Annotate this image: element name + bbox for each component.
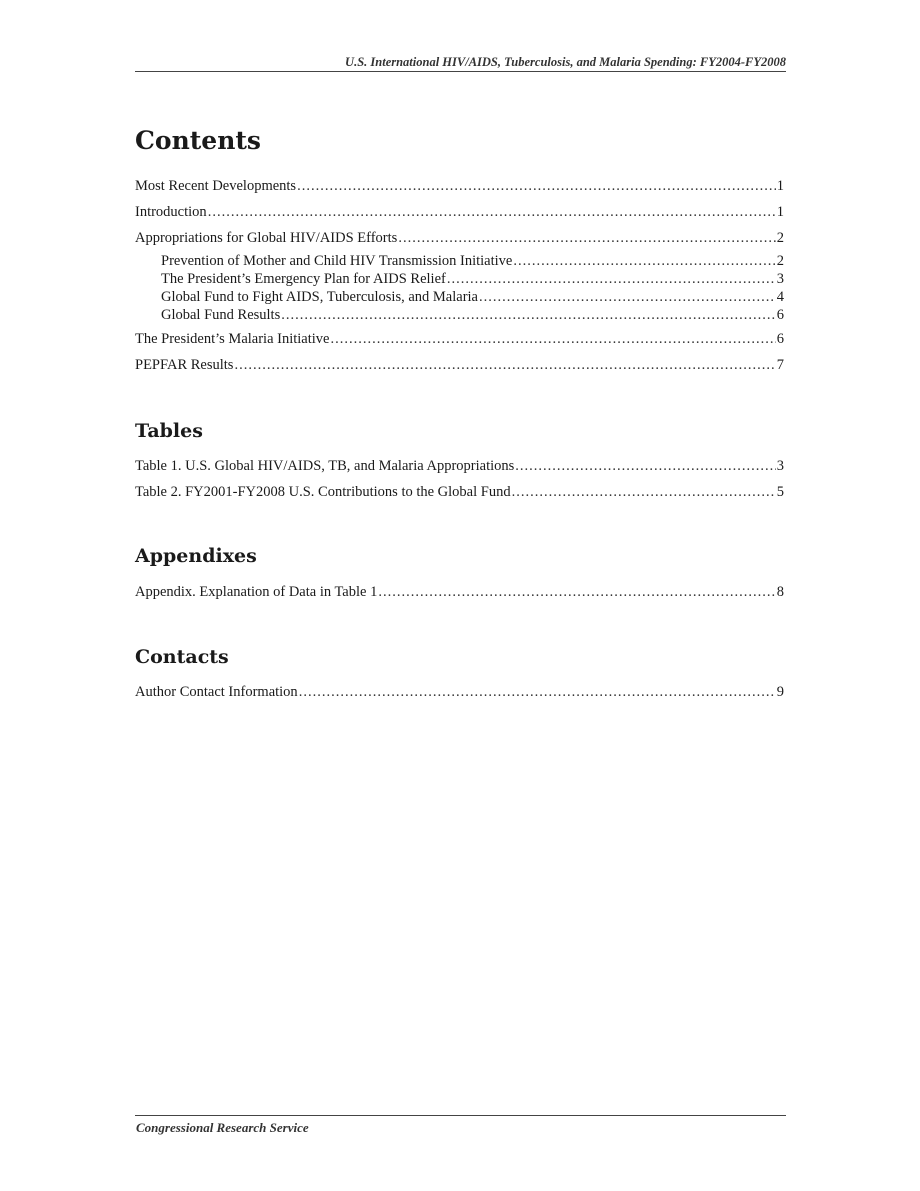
toc-entry-label: Prevention of Mother and Child HIV Transmission Initiative [161, 253, 513, 269]
toc-entry-global-fund-results[interactable] [161, 306, 784, 324]
dot-leader [234, 356, 775, 374]
running-header: U.S. International HIV/AIDS, Tuberculosis, and Malaria Spending: FY2004-FY2008 [345, 55, 786, 69]
dot-leader [297, 177, 776, 195]
toc-entry-label: The President’s Emergency Plan for AIDS Relief [161, 271, 446, 287]
toc-page-number: 8 [776, 584, 784, 600]
dot-leader [398, 229, 775, 247]
toc-entry-label: Table 1. U.S. Global HIV/AIDS, TB, and Malaria Appropriations [135, 458, 515, 474]
toc-entry-table-2[interactable] [135, 483, 784, 501]
header-divider [135, 71, 786, 72]
toc-entry-label: Author Contact Information [135, 684, 298, 700]
toc-entry-label: Appendix. Explanation of Data in Table 1 [135, 584, 378, 600]
toc-entry-malaria-initiative[interactable] [135, 330, 784, 348]
toc-page-number: 1 [776, 178, 784, 194]
toc-page-number: 4 [776, 289, 784, 305]
toc-entry-pepfar-results[interactable] [135, 356, 784, 374]
toc-entry-label: Table 2. FY2001-FY2008 U.S. Contributions to the Global Fund [135, 484, 511, 500]
toc-entry-label: Global Fund to Fight AIDS, Tuberculosis, and Malaria [161, 289, 478, 305]
dot-leader [299, 683, 776, 701]
toc-entry-label: Global Fund Results [161, 307, 281, 323]
toc-page-number: 7 [776, 357, 784, 373]
tables-heading: Tables [135, 420, 203, 442]
toc-entry-global-fund[interactable] [161, 288, 784, 306]
toc-page-number: 6 [776, 307, 784, 323]
toc-entry-appendix[interactable] [135, 583, 784, 601]
toc-page-number: 9 [776, 684, 784, 700]
contents-heading: Contents [135, 126, 262, 155]
toc-page-number: 3 [776, 271, 784, 287]
toc-page-number: 2 [776, 253, 784, 269]
toc-entry-label: The President’s Malaria Initiative [135, 331, 330, 347]
dot-leader [208, 203, 776, 221]
dot-leader [281, 306, 776, 324]
toc-entry-most-recent-developments[interactable] [135, 177, 784, 195]
toc-entry-appropriations[interactable] [135, 229, 784, 247]
appendixes-heading: Appendixes [135, 545, 257, 567]
toc-page-number: 1 [776, 204, 784, 220]
toc-entry-label: Appropriations for Global HIV/AIDS Efforts [135, 230, 398, 246]
toc-entry-label: PEPFAR Results [135, 357, 234, 373]
toc-page-number: 3 [776, 458, 784, 474]
dot-leader [512, 483, 776, 501]
toc-entry-table-1[interactable] [135, 457, 784, 475]
toc-page-number: 2 [776, 230, 784, 246]
dot-leader [378, 583, 775, 601]
footer-divider [135, 1115, 786, 1116]
toc-page-number: 5 [776, 484, 784, 500]
toc-page-number: 6 [776, 331, 784, 347]
toc-entry-pepfar[interactable] [161, 270, 784, 288]
dot-leader [479, 288, 776, 306]
contacts-heading: Contacts [135, 646, 229, 668]
dot-leader [513, 252, 775, 270]
toc-entry-author-contact[interactable] [135, 683, 784, 701]
dot-leader [447, 270, 776, 288]
toc-entry-label: Introduction [135, 204, 207, 220]
dot-leader [515, 457, 775, 475]
running-footer: Congressional Research Service [136, 1120, 309, 1135]
toc-entry-introduction[interactable] [135, 203, 784, 221]
toc-entry-label: Most Recent Developments [135, 178, 297, 194]
dot-leader [330, 330, 775, 348]
toc-entry-pmtct-initiative[interactable] [161, 252, 784, 270]
